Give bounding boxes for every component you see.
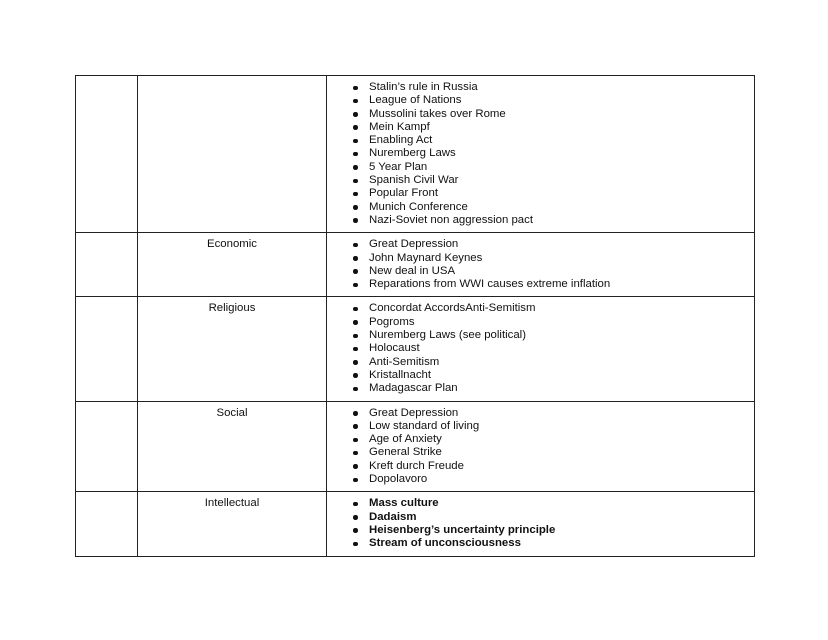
list-item: John Maynard Keynes bbox=[353, 252, 748, 265]
list-item: Stream of unconsciousness bbox=[353, 537, 748, 550]
items-cell bbox=[327, 492, 755, 556]
blank-cell bbox=[76, 401, 138, 492]
list-item: Stalin’s rule in Russia bbox=[353, 81, 748, 94]
list-item: New deal in USA bbox=[353, 265, 748, 278]
list-item: Great Depression bbox=[353, 407, 748, 420]
list-item: Enabling Act bbox=[353, 134, 748, 147]
list-item: Anti-Semitism bbox=[353, 356, 748, 369]
list-item: Concordat AccordsAnti-Semitism bbox=[353, 302, 748, 315]
list-item: Nuremberg Laws bbox=[353, 147, 748, 160]
list-item: Spanish Civil War bbox=[353, 174, 748, 187]
history-topics-table bbox=[75, 75, 755, 557]
bullet-list bbox=[353, 81, 748, 227]
list-item: Kreft durch Freude bbox=[353, 460, 748, 473]
category-cell: Intellectual bbox=[138, 492, 327, 556]
list-item: Great Depression bbox=[353, 238, 748, 251]
list-item: Heisenberg’s uncertainty principle bbox=[353, 524, 748, 537]
blank-cell bbox=[76, 297, 138, 401]
items-cell bbox=[327, 297, 755, 401]
list-item: Mein Kampf bbox=[353, 121, 748, 134]
table-row-religious bbox=[76, 297, 755, 401]
table-row-social bbox=[76, 401, 755, 492]
list-item: Pogroms bbox=[353, 316, 748, 329]
items-cell bbox=[327, 233, 755, 297]
table-row-political bbox=[76, 76, 755, 233]
blank-cell bbox=[76, 492, 138, 556]
list-item: Dadaism bbox=[353, 511, 748, 524]
items-cell bbox=[327, 76, 755, 233]
list-item: League of Nations bbox=[353, 94, 748, 107]
list-item: 5 Year Plan bbox=[353, 161, 748, 174]
list-item: Dopolavoro bbox=[353, 473, 748, 486]
list-item: Low standard of living bbox=[353, 420, 748, 433]
list-item: Madagascar Plan bbox=[353, 382, 748, 395]
list-item: Popular Front bbox=[353, 187, 748, 200]
list-item: General Strike bbox=[353, 446, 748, 459]
category-cell bbox=[138, 76, 327, 233]
list-item: Mass culture bbox=[353, 497, 748, 510]
list-item: Age of Anxiety bbox=[353, 433, 748, 446]
table-row-intellectual bbox=[76, 492, 755, 556]
blank-cell bbox=[76, 233, 138, 297]
list-item: Holocaust bbox=[353, 342, 748, 355]
bullet-list bbox=[353, 302, 748, 395]
list-item: Munich Conference bbox=[353, 201, 748, 214]
items-cell bbox=[327, 401, 755, 492]
category-cell: Social bbox=[138, 401, 327, 492]
list-item: Nuremberg Laws (see political) bbox=[353, 329, 748, 342]
list-item: Nazi-Soviet non aggression pact bbox=[353, 214, 748, 227]
list-item: Reparations from WWI causes extreme inflation bbox=[353, 278, 748, 291]
category-cell: Economic bbox=[138, 233, 327, 297]
bullet-list bbox=[353, 407, 748, 487]
list-item: Kristallnacht bbox=[353, 369, 748, 382]
list-item: Mussolini takes over Rome bbox=[353, 108, 748, 121]
blank-cell bbox=[76, 76, 138, 233]
table-row-economic bbox=[76, 233, 755, 297]
category-cell: Religious bbox=[138, 297, 327, 401]
bullet-list bbox=[353, 238, 748, 291]
bullet-list bbox=[353, 497, 748, 550]
